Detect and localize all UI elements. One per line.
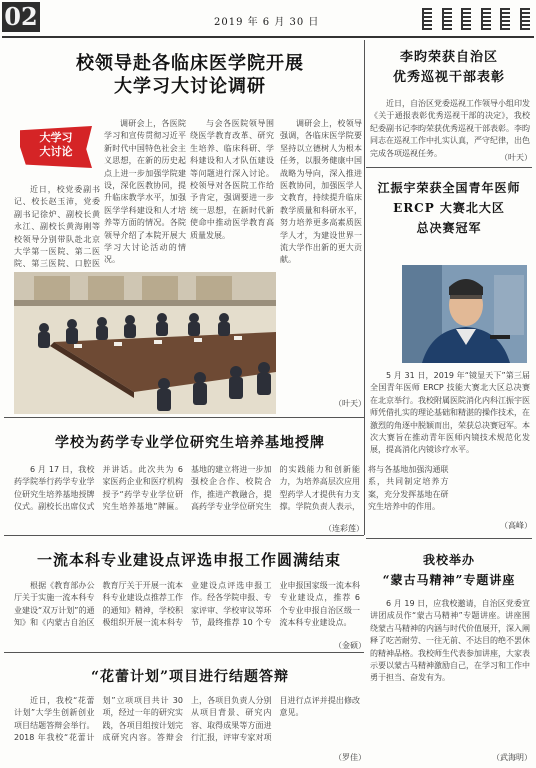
section-divider bbox=[4, 535, 364, 536]
article4-headline: “花蕾计划”项目进行结题答辩 bbox=[90, 669, 290, 685]
meeting-photo bbox=[14, 272, 276, 414]
right-mid-headline bbox=[368, 178, 530, 238]
article4-body: 近日，我校“花蕾计划”大学生创新创业项目结题答辩会举行。2018 年我校“花蕾计划”立项项目共计 30 项，经过一年的研究实践，各项目组按计划完成研究内容。答辩会上，各项目负责人分别从项目背景、研究内容、取得成果等方面进行汇报，评审专家对项目进行点评并提出修改意见。 bbox=[14, 696, 360, 743]
right-top-headline-line2: 优秀巡视干部表彰 bbox=[392, 70, 505, 85]
column-divider bbox=[364, 40, 365, 535]
right-bottom-body: 6 月 19 日，应我校邀请，自治区党委宣讲团成员作“蒙古马精神”专题讲座。讲座围绕蒙古马精神的内涵与时代价值展开，深入阐释了吃苦耐劳、一往无前、不达目的绝不罢休的精神品格。我校师生代表参加讲座，大家表示要以蒙古马精神激励自己，在学习和工作中勇于担当、奋发有为。 bbox=[370, 599, 530, 683]
right-top-headline bbox=[368, 48, 530, 88]
article4-byline: （罗佳） bbox=[334, 753, 366, 762]
campaign-badge bbox=[20, 126, 92, 168]
article2-byline: （连彩莲） bbox=[324, 524, 364, 533]
portrait-photo bbox=[402, 265, 527, 363]
right-bottom-byline: （武海明） bbox=[492, 753, 532, 762]
issue-date: 2019 年 6 月 30 日 bbox=[214, 17, 320, 28]
section-divider bbox=[4, 417, 364, 418]
right-mid-body: 5 月 31 日，2019 年“镜显天下”第三届全国青年医师 ERCP 技能大赛北大区总决赛在北京举行。我校附属医院消化内科江振宇医师凭借扎实的理论基础和精湛的操作技术，在激烈的角逐中脱颖而出，荣获总决赛冠军。本次大赛旨在推动青年医师内镜技术规范化发展，提高消化内镜诊疗水平。 bbox=[370, 371, 530, 455]
right-mid-headline-line1: 江振宇荣获全国青年医师 bbox=[377, 181, 521, 195]
article3-body: 根据《教育部办公厅关于实施一流本科专业建设“双万计划”的通知》和《内蒙古自治区教育厅关于开展一流本科专业建设点推荐工作的通知》精神，学校积极组织开展一流本科专业建设点评选申报工作。经各学院申报、专家评审、学校审议等环节，最终推荐 10 个专业申报国家级一流本科专业建设点，推荐 6 个专业申报自治区级一流本科专业建设点。 bbox=[14, 581, 360, 628]
section-divider bbox=[366, 538, 532, 539]
lead-column-3: 与会各医院领导围绕医学教育改革、研究生培养、临床科研、学科建设和人才队伍建设等问题进行深入讨论。校领导对各医院工作给予肯定，强调要进一步统一思想，在新时代新使命中推动医学教育高质量发展。 bbox=[190, 119, 274, 240]
header-rule bbox=[2, 36, 534, 38]
section-divider bbox=[366, 167, 532, 168]
masthead-logo bbox=[422, 6, 530, 32]
right-bottom-headline bbox=[368, 550, 530, 590]
meeting-photo-image bbox=[14, 272, 276, 414]
lead-headline-line1: 校领导赴各临床医学院开展 bbox=[76, 53, 304, 74]
right-mid-headline-line3: 总决赛冠军 bbox=[416, 221, 482, 235]
portrait-photo-image bbox=[402, 265, 527, 363]
article3-headline: 一流本科专业建设点评选申报工作圆满结束 bbox=[36, 551, 341, 569]
right-top-headline-line1: 李昀荣获自治区 bbox=[399, 50, 498, 65]
right-mid-headline-line2: ERCP 大赛北大区 bbox=[393, 201, 505, 215]
badge-line1: 大学习 bbox=[39, 131, 73, 144]
lead-column-1: 近日，校党委副书记、校长赵玉沛，党委副书记徐炉、副校长黄永江、副校长黄海刚等校领导分别带队赴北京大学第一医院、第二医院、第三医院、口腔医 bbox=[14, 185, 100, 269]
lead-headline bbox=[20, 52, 360, 98]
right-mid-byline: （高峰） bbox=[500, 521, 532, 530]
page-number: 02 bbox=[2, 2, 40, 32]
right-bottom-headline-line2: “蒙古马精神”专题讲座 bbox=[382, 573, 516, 587]
article2-body: 6 月 17 日，我校药学院举行药学专业学位研究生培养基地授牌仪式。副校长出席仪式并讲话。此次共为 6 家医药企业和医疗机构授予“药学专业学位研究生培养基地”牌匾。基地的建立将进一步加强校企合作、校院合作，推进产教融合，提高药学专业学位研究生的实践能力和创新能力，为培养高层次应用型药学人才提供有力支撑。学院负责人表示，将与各基地加强沟通联系，共同制定培养方案，充分发挥基地在研究生培养中的作用。 bbox=[14, 465, 449, 512]
lead-headline-line2: 大学习大讨论调研 bbox=[114, 76, 266, 97]
badge-line2: 大讨论 bbox=[39, 145, 73, 158]
section-divider bbox=[4, 652, 364, 653]
right-top-byline: （叶天） bbox=[500, 153, 532, 162]
page-header bbox=[0, 0, 536, 36]
lead-column-4: 调研会上，校领导强调，各临床医学院要坚持以立德树人为根本任务，以服务健康中国战略为导向，深入推进医教协同，加强医学人文教育，持续提升临床教学质量和科研水平，努力培养更多高素质医学人才，为建设世界一流大学作出新的更大贡献。 bbox=[280, 119, 362, 265]
right-top-body: 近日，自治区党委巡视工作领导小组印发《关于通报表彰优秀巡视干部的决定》，我校纪委副书记李昀荣获优秀巡视干部表彰。李昀同志在巡视工作中扎实认真，严守纪律，出色完成各项巡视任务。 bbox=[370, 99, 530, 158]
article3-byline: （金硕） bbox=[334, 641, 366, 650]
lead-byline: （叶天） bbox=[334, 399, 366, 408]
lead-column-2: 调研会上，各医院学习和宣传贯彻习近平新时代中国特色社会主义思想，在新的历史起点上进一步加强学院建设，深化医教协同，提升临床教学水平，加强医学学科建设和人才培养等方面的情况。各院领导介绍了本院开展大学习大讨论活动的情况。 bbox=[104, 119, 186, 265]
article2-headline: 学校为药学专业学位研究生培养基地授牌 bbox=[55, 435, 325, 451]
right-bottom-headline-line1: 我校举办 bbox=[422, 553, 475, 567]
